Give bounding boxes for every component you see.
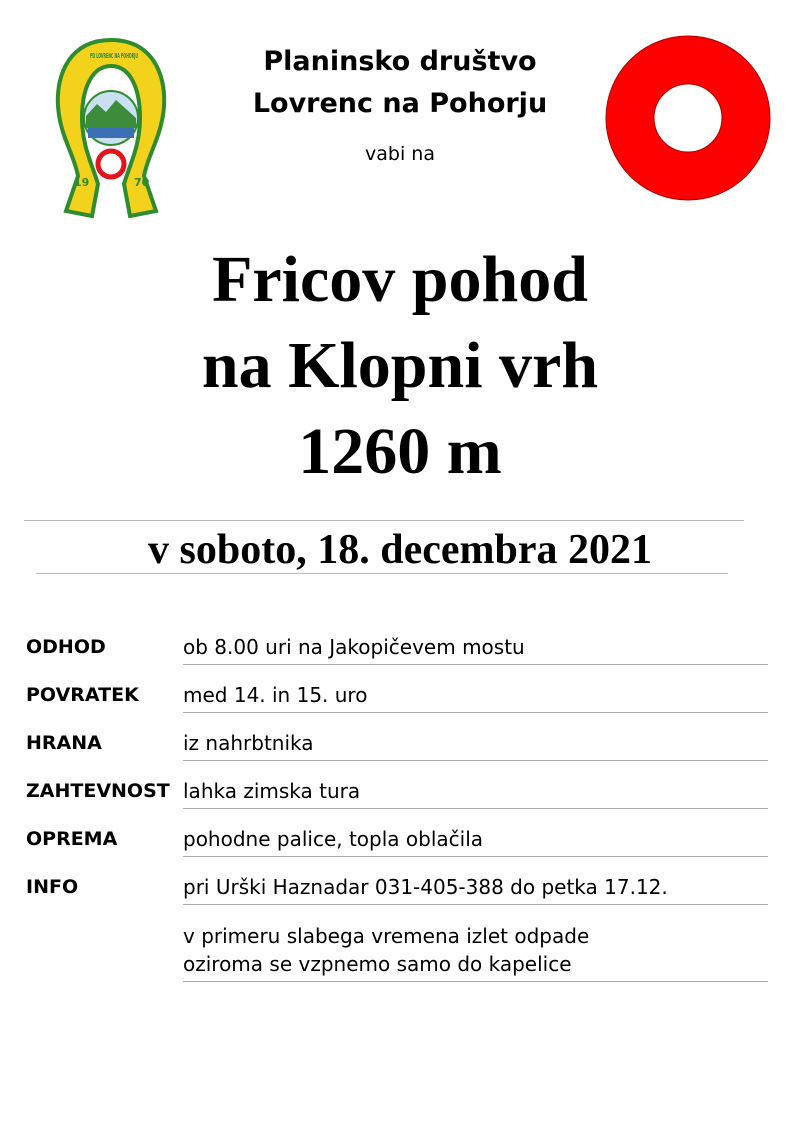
detail-label: HRANA bbox=[26, 732, 102, 754]
detail-label: ODHOD bbox=[26, 636, 106, 658]
detail-value: med 14. in 15. uro bbox=[183, 681, 768, 713]
detail-value: pohodne palice, topla oblačila bbox=[183, 825, 768, 857]
divider-bottom bbox=[36, 573, 728, 574]
detail-value: ob 8.00 uri na Jakopičevem mostu bbox=[183, 633, 768, 665]
detail-label: OPREMA bbox=[26, 828, 118, 850]
event-title-line2: na Klopni vrh bbox=[201, 329, 599, 402]
event-title-elevation: 1260 m bbox=[298, 415, 502, 488]
red-ring-icon bbox=[605, 35, 771, 201]
club-logo-icon bbox=[52, 36, 170, 224]
divider-top bbox=[24, 520, 744, 521]
detail-value: pri Urški Haznadar 031-405-388 do petka 17.12. bbox=[183, 873, 768, 905]
detail-note bbox=[183, 922, 768, 982]
detail-label: ZAHTEVNOST bbox=[26, 780, 170, 802]
event-date: v soboto, 18. decembra 2021 bbox=[148, 527, 652, 573]
detail-value: iz nahrbtnika bbox=[183, 729, 768, 761]
detail-label: POVRATEK bbox=[26, 684, 139, 706]
detail-note-line2: oziroma se vzpnemo samo do kapelice bbox=[183, 952, 572, 976]
logo-year-right: 70 bbox=[134, 176, 150, 189]
org-name-line1: Planinsko društvo bbox=[263, 46, 537, 77]
club-logo bbox=[52, 36, 170, 224]
detail-value: lahka zimska tura bbox=[183, 777, 768, 809]
invite-text: vabi na bbox=[365, 143, 435, 165]
detail-note-line1: v primeru slabega vremena izlet odpade bbox=[183, 924, 590, 948]
org-name-line2: Lovrenc na Pohorju bbox=[252, 88, 548, 119]
logo-text: PD LOVRENC NA POHORJU bbox=[90, 52, 139, 60]
logo-year-left: 19 bbox=[74, 176, 90, 189]
detail-label: INFO bbox=[26, 876, 79, 898]
event-title-line1: Fricov pohod bbox=[212, 243, 588, 316]
